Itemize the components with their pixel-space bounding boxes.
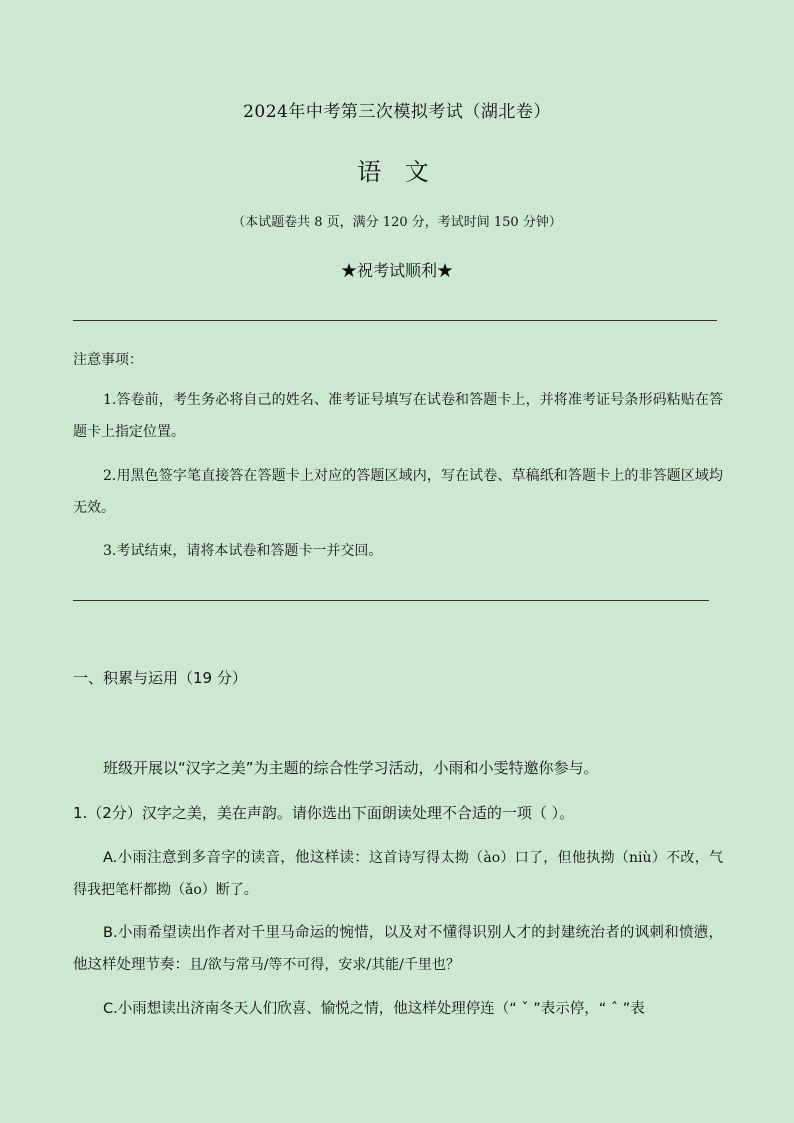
option-a <box>73 842 723 906</box>
option-a-head: A.小雨注意到多音字的读音，他这样读： <box>103 850 370 866</box>
exam-info: （本试题卷共 8 页，满分 120 分，考试时间 150 分钟） <box>232 215 562 230</box>
divider-top <box>73 320 717 321</box>
option-c <box>73 993 723 1025</box>
option-b-body: 且/欲与常马/等不可得，安求/其能/千里也？ <box>189 957 460 973</box>
notice-item-2: 2.用黑色签字笔直接答在答题卡上对应的答题区域内，写在试卷、草稿纸和答题卡上的非答题区域均无效。 <box>73 468 723 516</box>
exam-title: 2024年中考第三次模拟考试（湖北卷） <box>243 102 551 122</box>
divider-bottom <box>73 600 709 601</box>
option-a-body: 这首诗写得太拗（ào）口了，但他执拗（niù）不改，气得我把笔杆都拗（ǎo）断了。 <box>73 850 723 898</box>
subject-title: 语 文 <box>357 158 437 186</box>
good-luck-banner: ★祝考试顺利★ <box>340 261 453 280</box>
question-1-stem: 1.（2分）汉字之美，美在声韵。请你选出下面朗读处理不合适的一项（ ）。 <box>73 804 575 822</box>
notice-item-1: 1.答卷前，考生务必将自己的姓名、准考证号填写在试卷和答题卡上，并将准考证号条形码粘贴在答题卡上指定位置。 <box>73 392 723 440</box>
option-c-head: C.小雨想读出济南冬天人们欣喜、愉悦之情，他这样处理停连（“ ˇ ”表示停，“ ˆ ”表 <box>103 1001 645 1017</box>
section-intro: 班级开展以“汉字之美”为主题的综合性学习活动，小雨和小雯特邀你参与。 <box>103 759 599 777</box>
section-1-heading: 一、积累与运用（19 分） <box>73 669 247 687</box>
option-b-head: B.小雨希望读出作者对千里马命运的惋惜，以及对不懂得识别人才的封建统治者的讽刺和愤懑，他这样处理节奏： <box>73 925 723 973</box>
notice-item-3: 3.考试结束，请将本试卷和答题卡一并交回。 <box>103 543 383 559</box>
notice-heading: 注意事项： <box>73 352 143 368</box>
option-b <box>73 917 723 981</box>
